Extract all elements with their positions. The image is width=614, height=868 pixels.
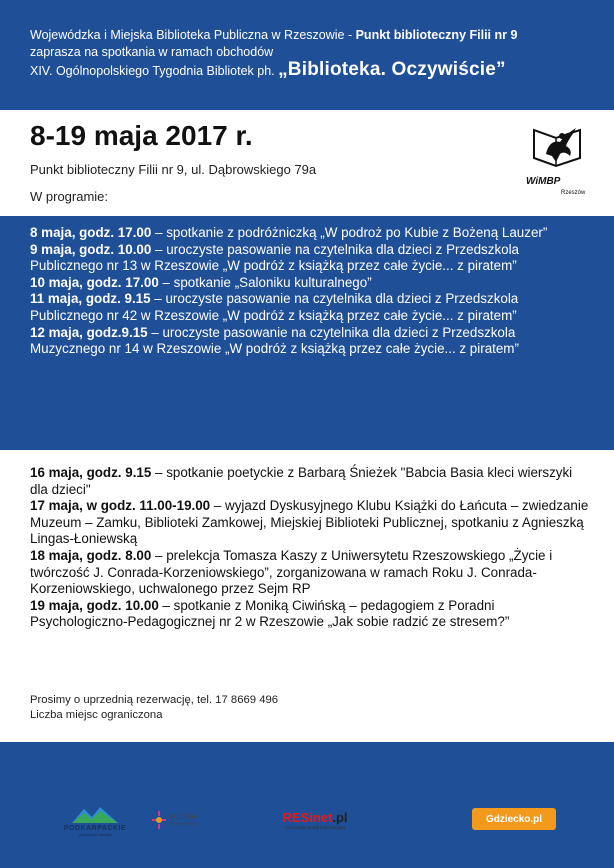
other-events-list [30, 465, 590, 631]
event-item: 8 maja, godz. 17.00 – spotkanie z podróżniczką „W podroż po Kubie z Bożeną Lauzer” [30, 225, 548, 240]
sponsor-podkarpackie: PODKARPACKIE przestrzeń otwarta [55, 800, 135, 840]
event-item: 19 maja, godz. 10.00 – spotkanie z Moniką Ciwińską – pedagogiem z Poradni Psychologiczno-Pedagogicznej nr 2 w Rzeszowie „Jak sobie radzić ze stresem?” [30, 597, 510, 630]
header-line-3: XIV. Ogólnopolskiego Tygodnia Bibliotek ph. „Biblioteka. Oczywiście” [30, 59, 506, 80]
event-item: 12 maja, godz.9.15 – uroczyste pasowanie na czytelnika dla dzieci z Przedszkola Muzycznego nr 14 w Rzeszowie „W podróż z książką przez całe życie... z piratem” [30, 324, 519, 357]
reservation-note [30, 693, 278, 723]
program-label: W programie: [30, 189, 109, 204]
mountains-icon [70, 803, 120, 825]
slogan: „Biblioteka. Oczywiście” [278, 59, 506, 80]
event-item: 16 maja, godz. 9.15 – spotkanie poetyckie z Barbarą Śnieżek "Babcia Basia kleci wierszyki dla dzieci" [30, 465, 573, 497]
reservation-phone: Prosimy o uprzednią rezerwację, tel. 17 8669 496 [30, 694, 279, 706]
venue: Punkt biblioteczny Filii nr 9, ul. Dąbrowskiego 79a [30, 162, 317, 177]
logo-text: WiMBP [526, 176, 561, 187]
sponsor-kultura: KULTURA RZESZOWSKA [150, 800, 210, 840]
highlighted-events-list [30, 225, 590, 358]
header-line-1: Wojewódzka i Miejska Biblioteka Publiczna w Rzeszowie - Punkt biblioteczny Filii nr 9 [30, 28, 518, 42]
event-item: 18 maja, godz. 8.00 – prelekcja Tomasza Kaszy z Uniwersytetu Rzeszowskiego „Życie i twórczość J. Conrada-Korzeniowskiego”, zorganizowana w ramach Roku J. Conrada-Korzeniowskiego, uchwalonego przez Sejm RP [30, 547, 553, 597]
logo-subtext: Rzeszów [561, 190, 586, 196]
event-item: 10 maja, godz. 17.00 – spotkanie „Saloniku kulturalnego” [30, 274, 372, 290]
sponsor-resinet: RESinet.pl rzeszowski portal informacyjny [282, 810, 348, 830]
library-logo [526, 120, 588, 202]
date-title: 8-19 maja 2017 r. [30, 120, 253, 151]
header-text [30, 27, 600, 80]
header-line-2: zaprasza na spotkania w ramach obchodów [30, 45, 274, 59]
sponsor-gdziecko: Gdziecko.pl [472, 808, 556, 830]
kultura-star-icon [150, 809, 168, 831]
header-band [0, 0, 614, 110]
pegasus-book-icon [526, 120, 588, 180]
event-item: 11 maja, godz. 9.15 – uroczyste pasowanie na czytelnika dla dzieci z Przedszkola Publicznego nr 42 w Rzeszowie „W podróż z książką przez całe życie... z piratem” [30, 291, 519, 323]
event-item: 9 maja, godz. 10.00 – uroczyste pasowanie na czytelnika dla dzieci z Przedszkola Publicznego nr 13 w Rzeszowie „W podróż z książką przez całe życie... z piratem” [30, 241, 520, 274]
capacity-note: Liczba miejsc ograniczona [30, 709, 163, 721]
sponsor-galicjusz: Serwis Regionalny galicjusz.pl [372, 809, 455, 831]
event-item: 17 maja, w godz. 11.00-19.00 – wyjazd Dyskusyjnego Klubu Książki do Łańcuta – zwiedzanie Muzeum – Zamku, Biblioteki Zamkowej, Miejskiej Biblioteki Publicznej, spotkaniu z Agnieszką Lingas-Łoniewską [30, 498, 589, 547]
